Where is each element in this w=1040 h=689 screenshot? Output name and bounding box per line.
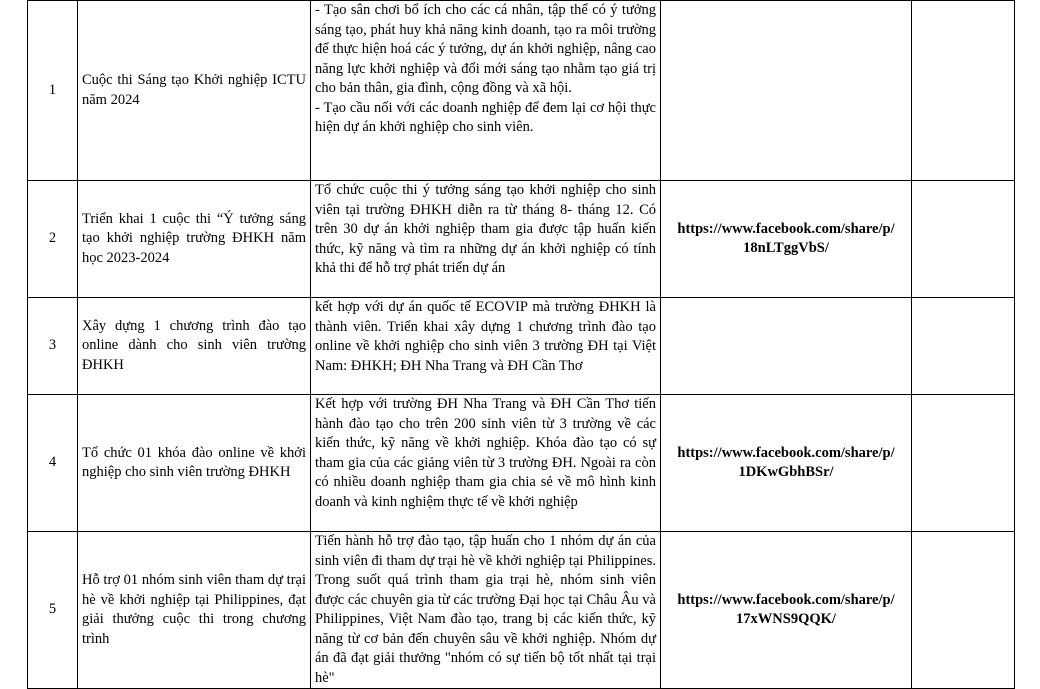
description-paragraph: Tiến hành hỗ trợ đào tạo, tập huấn cho 1 nhóm dự án của sinh viên đi tham dự trại hè về khởi nghiệp tại Philippines. Trong suốt quá trình tham gia trại hè, nhóm sinh viên được các chuyên gia từ các trường Đại học tại Châu Âu và Philippines, Việt Nam đào tạo, trang bị các kiến thức, kỹ năng từ cơ bản đến chuyên sâu về khởi nghiệp. Nhóm dự án đã đạt giải thưởng "nhóm có sự tiến bộ tốt nhất tại trại hè" — [315, 533, 656, 686]
activities-table — [27, 0, 1015, 689]
activity-name: Triển khai 1 cuộc thi “Ý tưởng sáng tạo khởi nghiệp trường ĐHKH năm học 2023-2024 — [78, 181, 311, 298]
activity-name: Cuộc thi Sáng tạo Khởi nghiệp ICTU năm 2024 — [78, 1, 311, 181]
evidence-link-cell — [661, 1, 912, 181]
extra-cell — [912, 395, 1015, 532]
extra-cell — [912, 1, 1015, 181]
activity-description — [311, 395, 661, 532]
table-row — [28, 181, 1015, 298]
evidence-link-cell — [661, 298, 912, 395]
evidence-link[interactable] — [661, 395, 912, 532]
activity-name: Hỗ trợ 01 nhóm sinh viên tham dự trại hè về khởi nghiệp tại Philippines, đạt giải thưởng cuộc thi trong chương trình — [78, 532, 311, 689]
activity-description — [311, 1, 661, 181]
extra-cell — [912, 298, 1015, 395]
activity-description — [311, 532, 661, 689]
activity-description — [311, 298, 661, 395]
table-row — [28, 532, 1015, 689]
description-paragraph: Kết hợp với trường ĐH Nha Trang và ĐH Cần Thơ tiến hành đào tạo cho trên 200 sinh viên từ 3 trường về các kiến thức, kỹ năng về khởi nghiệp. Khóa đào tạo có sự tham gia của các giảng viên từ 3 trường ĐH. Ngoài ra còn có nhiều doanh nghiệp tham gia chia sẻ về mô hình kinh doanh và kinh nghiệm thực tế về khởi nghiệp — [315, 396, 656, 510]
table-row — [28, 1, 1015, 181]
row-number: 2 — [28, 181, 78, 298]
extra-cell — [912, 181, 1015, 298]
link-url-part[interactable]: https://www.facebook.com/share/p/ — [677, 444, 895, 461]
evidence-link[interactable] — [661, 181, 912, 298]
link-url-part[interactable]: 18nLTggVbS/ — [743, 240, 829, 256]
activity-description — [311, 181, 661, 298]
evidence-link[interactable] — [661, 532, 912, 689]
description-paragraph: - Tạo sân chơi bổ ích cho các cá nhân, tập thể có ý tưởng sáng tạo, phát huy khả năng kinh doanh, tạo ra môi trường để thực hiện hoá các ý tưởng, dự án khởi nghiệp, nâng cao năng lực khởi nghiệp và đổi mới sáng tạo nhằm tạo giá trị cho bản thân, gia đình, cộng đồng và xã hội. — [315, 2, 656, 96]
extra-cell — [912, 532, 1015, 689]
link-url-part[interactable]: 1DKwGbhBSr/ — [738, 464, 834, 480]
activity-name: Xây dựng 1 chương trình đào tạo online dành cho sinh viên trường ĐHKH — [78, 298, 311, 395]
link-url-part[interactable]: 17xWNS9QQK/ — [736, 611, 836, 627]
table-row — [28, 298, 1015, 395]
table-row — [28, 395, 1015, 532]
row-number: 4 — [28, 395, 78, 532]
link-url-part[interactable]: https://www.facebook.com/share/p/ — [677, 220, 895, 237]
link-url-part[interactable]: https://www.facebook.com/share/p/ — [677, 591, 895, 608]
description-paragraph: Tổ chức cuộc thi ý tưởng sáng tạo khởi nghiệp cho sinh viên tại trường ĐHKH diễn ra từ tháng 8- tháng 12. Có trên 30 dự án khởi nghiệp tham gia được tập huấn kiến thức, kỹ năng và tìm ra những dự án khởi nghiệp có tính khả thi để hỗ trợ phát triển dự án — [315, 182, 656, 276]
row-number: 3 — [28, 298, 78, 395]
description-paragraph: kết hợp với dự án quốc tế ECOVIP mà trường ĐHKH là thành viên. Triển khai xây dựng 1 chương trình đào tạo online về khởi nghiệp cho sinh viên 3 trường ĐH tại Việt Nam: ĐHKH; ĐH Nha Trang và ĐH Cần Thơ — [315, 299, 656, 374]
activity-name: Tổ chức 01 khóa đào online về khởi nghiệp cho sinh viên trường ĐHKH — [78, 395, 311, 532]
description-paragraph: - Tạo cầu nối với các doanh nghiệp để đem lại cơ hội thực hiện dự án khởi nghiệp cho sinh viên. — [315, 99, 656, 135]
row-number: 1 — [28, 1, 78, 181]
row-number: 5 — [28, 532, 78, 689]
